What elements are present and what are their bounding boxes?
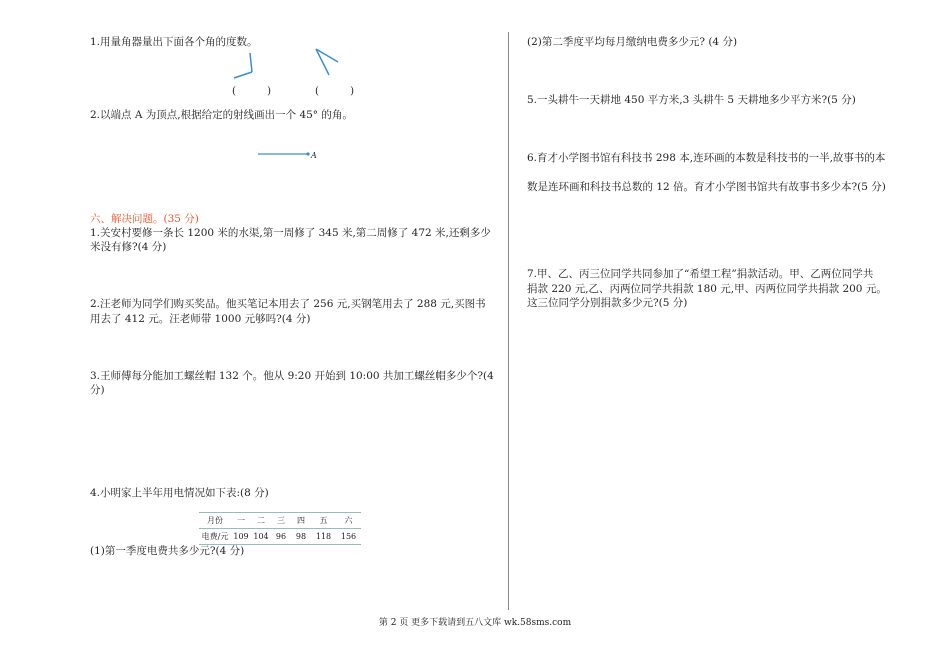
table-cell: 156: [336, 529, 361, 545]
problem-6-line-2: 数是连环画和科技书总数的 12 倍。育才小学图书馆共有故事书多少本?(5 分): [527, 181, 886, 193]
table-cell: 五: [311, 513, 336, 529]
problem-5: 5.一头耕牛一天耕地 450 平方米,3 头耕牛 5 天耕地多少平方米?(5 分): [527, 94, 856, 106]
column-divider: [508, 32, 509, 610]
answer-bracket-1: ( ): [232, 86, 277, 97]
question-2: 2.以端点 A 为顶点,根据给定的射线画出一个 45° 的角。: [90, 109, 353, 121]
table-header-row: [199, 513, 361, 529]
table-cell: 98: [291, 529, 311, 545]
question-1: 1.用量角器量出下面各个角的度数。: [90, 36, 258, 48]
problem-2-line-1: 2.汪老师为同学们购买奖品。他买笔记本用去了 256 元,买钢笔用去了 288 元,买图书: [90, 298, 486, 310]
angle-figures: [225, 40, 355, 80]
endpoint-dot: [306, 152, 309, 155]
problem-4-sub-2: (2)第二季度平均每月缴纳电费多少元? (4 分): [527, 36, 738, 48]
table-cell: 109: [231, 529, 251, 545]
point-label-a: A: [311, 151, 317, 160]
table-cell: 二: [251, 513, 271, 529]
angle-1: [234, 53, 252, 78]
problem-7-line-3: 这三位同学分别捐款多少元?(5 分): [527, 297, 688, 309]
section-title: 六、解决问题。(35 分): [90, 213, 199, 225]
problem-7-line-2: 捐款 220 元,乙、丙两位同学共捐款 180 元,甲、丙两位同学共捐款 200 元。: [527, 283, 887, 295]
table-cell: 一: [231, 513, 251, 529]
problem-2-line-2: 用去了 412 元。汪老师带 1000 元够吗?(4 分): [90, 313, 311, 325]
page-footer: 第 2 页 更多下载请到五八文库 wk.58sms.com: [378, 618, 572, 628]
electricity-table: [199, 512, 361, 545]
table-cell: 三: [271, 513, 291, 529]
answer-bracket-2: ( ): [315, 86, 360, 97]
problem-4-sub-1: (1)第一季度电费共多少元?(4 分): [90, 545, 245, 557]
table-cell: 月份: [199, 513, 231, 529]
problem-1-line-1: 1.关安村要修一条长 1200 米的水渠,第一周修了 345 米,第二周修了 472 米,还剩多少: [90, 227, 491, 239]
problem-3-line-2: 分): [90, 384, 105, 396]
table-cell: 104: [251, 529, 271, 545]
problem-3-line-1: 3.王师傅每分能加工螺丝帽 132 个。他从 9:20 开始到 10:00 共加工螺丝帽多少个?(4: [90, 370, 494, 382]
table-cell: 96: [271, 529, 291, 545]
problem-6-line-1: 6.育才小学图书馆有科技书 298 本,连环画的本数是科技书的一半,故事书的本: [527, 152, 886, 164]
angle-2: [316, 49, 338, 75]
problem-4: 4.小明家上半年用电情况如下表:(8 分): [90, 487, 269, 499]
table-cell: 电费/元: [199, 529, 231, 545]
table-cell: 四: [291, 513, 311, 529]
table-cell: 六: [336, 513, 361, 529]
table-row: [199, 529, 361, 545]
problem-1-line-2: 米没有修?(4 分): [90, 241, 167, 253]
table-cell: 118: [311, 529, 336, 545]
problem-7-line-1: 7.甲、乙、丙三位同学共同参加了“希望工程”捐款活动。甲、乙两位同学共: [527, 268, 874, 280]
